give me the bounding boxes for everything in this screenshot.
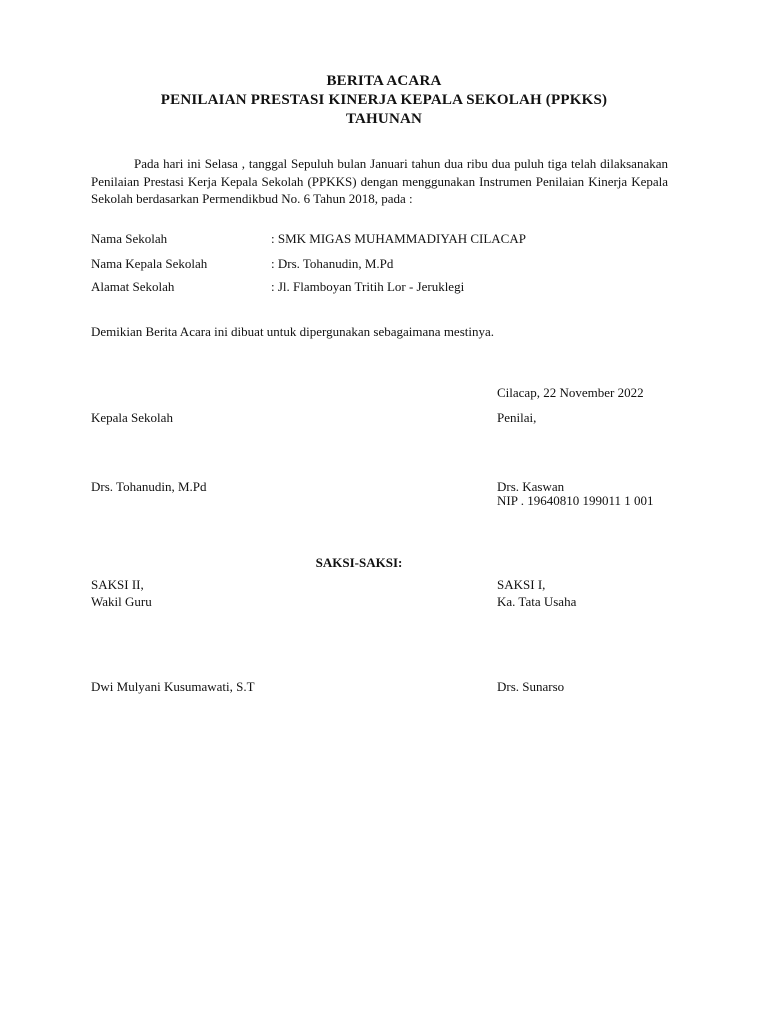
field-value-school-address: : Jl. Flamboyan Tritih Lor - Jeruklegi: [271, 279, 465, 294]
field-label-principal-name: Nama Kepala Sekolah: [91, 256, 208, 271]
field-value-school-name: : SMK MIGAS MUHAMMADIYAH CILACAP: [271, 231, 526, 246]
witness-right-position: Ka. Tata Usaha: [497, 594, 577, 609]
witness-left-label: SAKSI II,: [91, 577, 144, 592]
field-label-school-name: Nama Sekolah: [91, 231, 168, 246]
signatory-left-role: Kepala Sekolah: [91, 410, 173, 425]
signatory-right-nip: NIP . 19640810 199011 1 001: [497, 493, 654, 508]
field-value-principal-name: : Drs. Tohanudin, M.Pd: [271, 256, 394, 271]
place-date: Cilacap, 22 November 2022: [497, 385, 644, 400]
witness-right-label: SAKSI I,: [497, 577, 546, 592]
closing-statement: Demikian Berita Acara ini dibuat untuk dipergunakan sebagaimana mestinya.: [91, 324, 494, 339]
intro-paragraph: [91, 155, 668, 208]
witness-left-position: Wakil Guru: [91, 594, 152, 609]
signatory-left-name: Drs. Tohanudin, M.Pd: [91, 479, 207, 494]
field-label-school-address: Alamat Sekolah: [91, 279, 175, 294]
document-subtitle-period: TAHUNAN: [345, 111, 423, 127]
signatory-right-role: Penilai,: [497, 410, 537, 425]
document-subtitle: PENILAIAN PRESTASI KINERJA KEPALA SEKOLAH (PPKKS): [160, 92, 608, 108]
witness-left-name: Dwi Mulyani Kusumawati, S.T: [91, 679, 255, 694]
document-title: BERITA ACARA: [326, 73, 442, 89]
signatory-right-name: Drs. Kaswan: [497, 479, 565, 494]
witnesses-heading: SAKSI-SAKSI:: [315, 555, 403, 570]
witness-right-name: Drs. Sunarso: [497, 679, 565, 694]
intro-text: Pada hari ini Selasa , tanggal Sepuluh bulan Januari tahun dua ribu dua puluh tiga telah dilaksanakan Penilaian Prestasi Kerja Kepala Sekolah (PPKKS) dengan menggunakan Instrumen Penilaian Kinerja Kepala Sekolah berdasarkan Permendikbud No. 6 Tahun 2018, pada :: [91, 156, 668, 206]
